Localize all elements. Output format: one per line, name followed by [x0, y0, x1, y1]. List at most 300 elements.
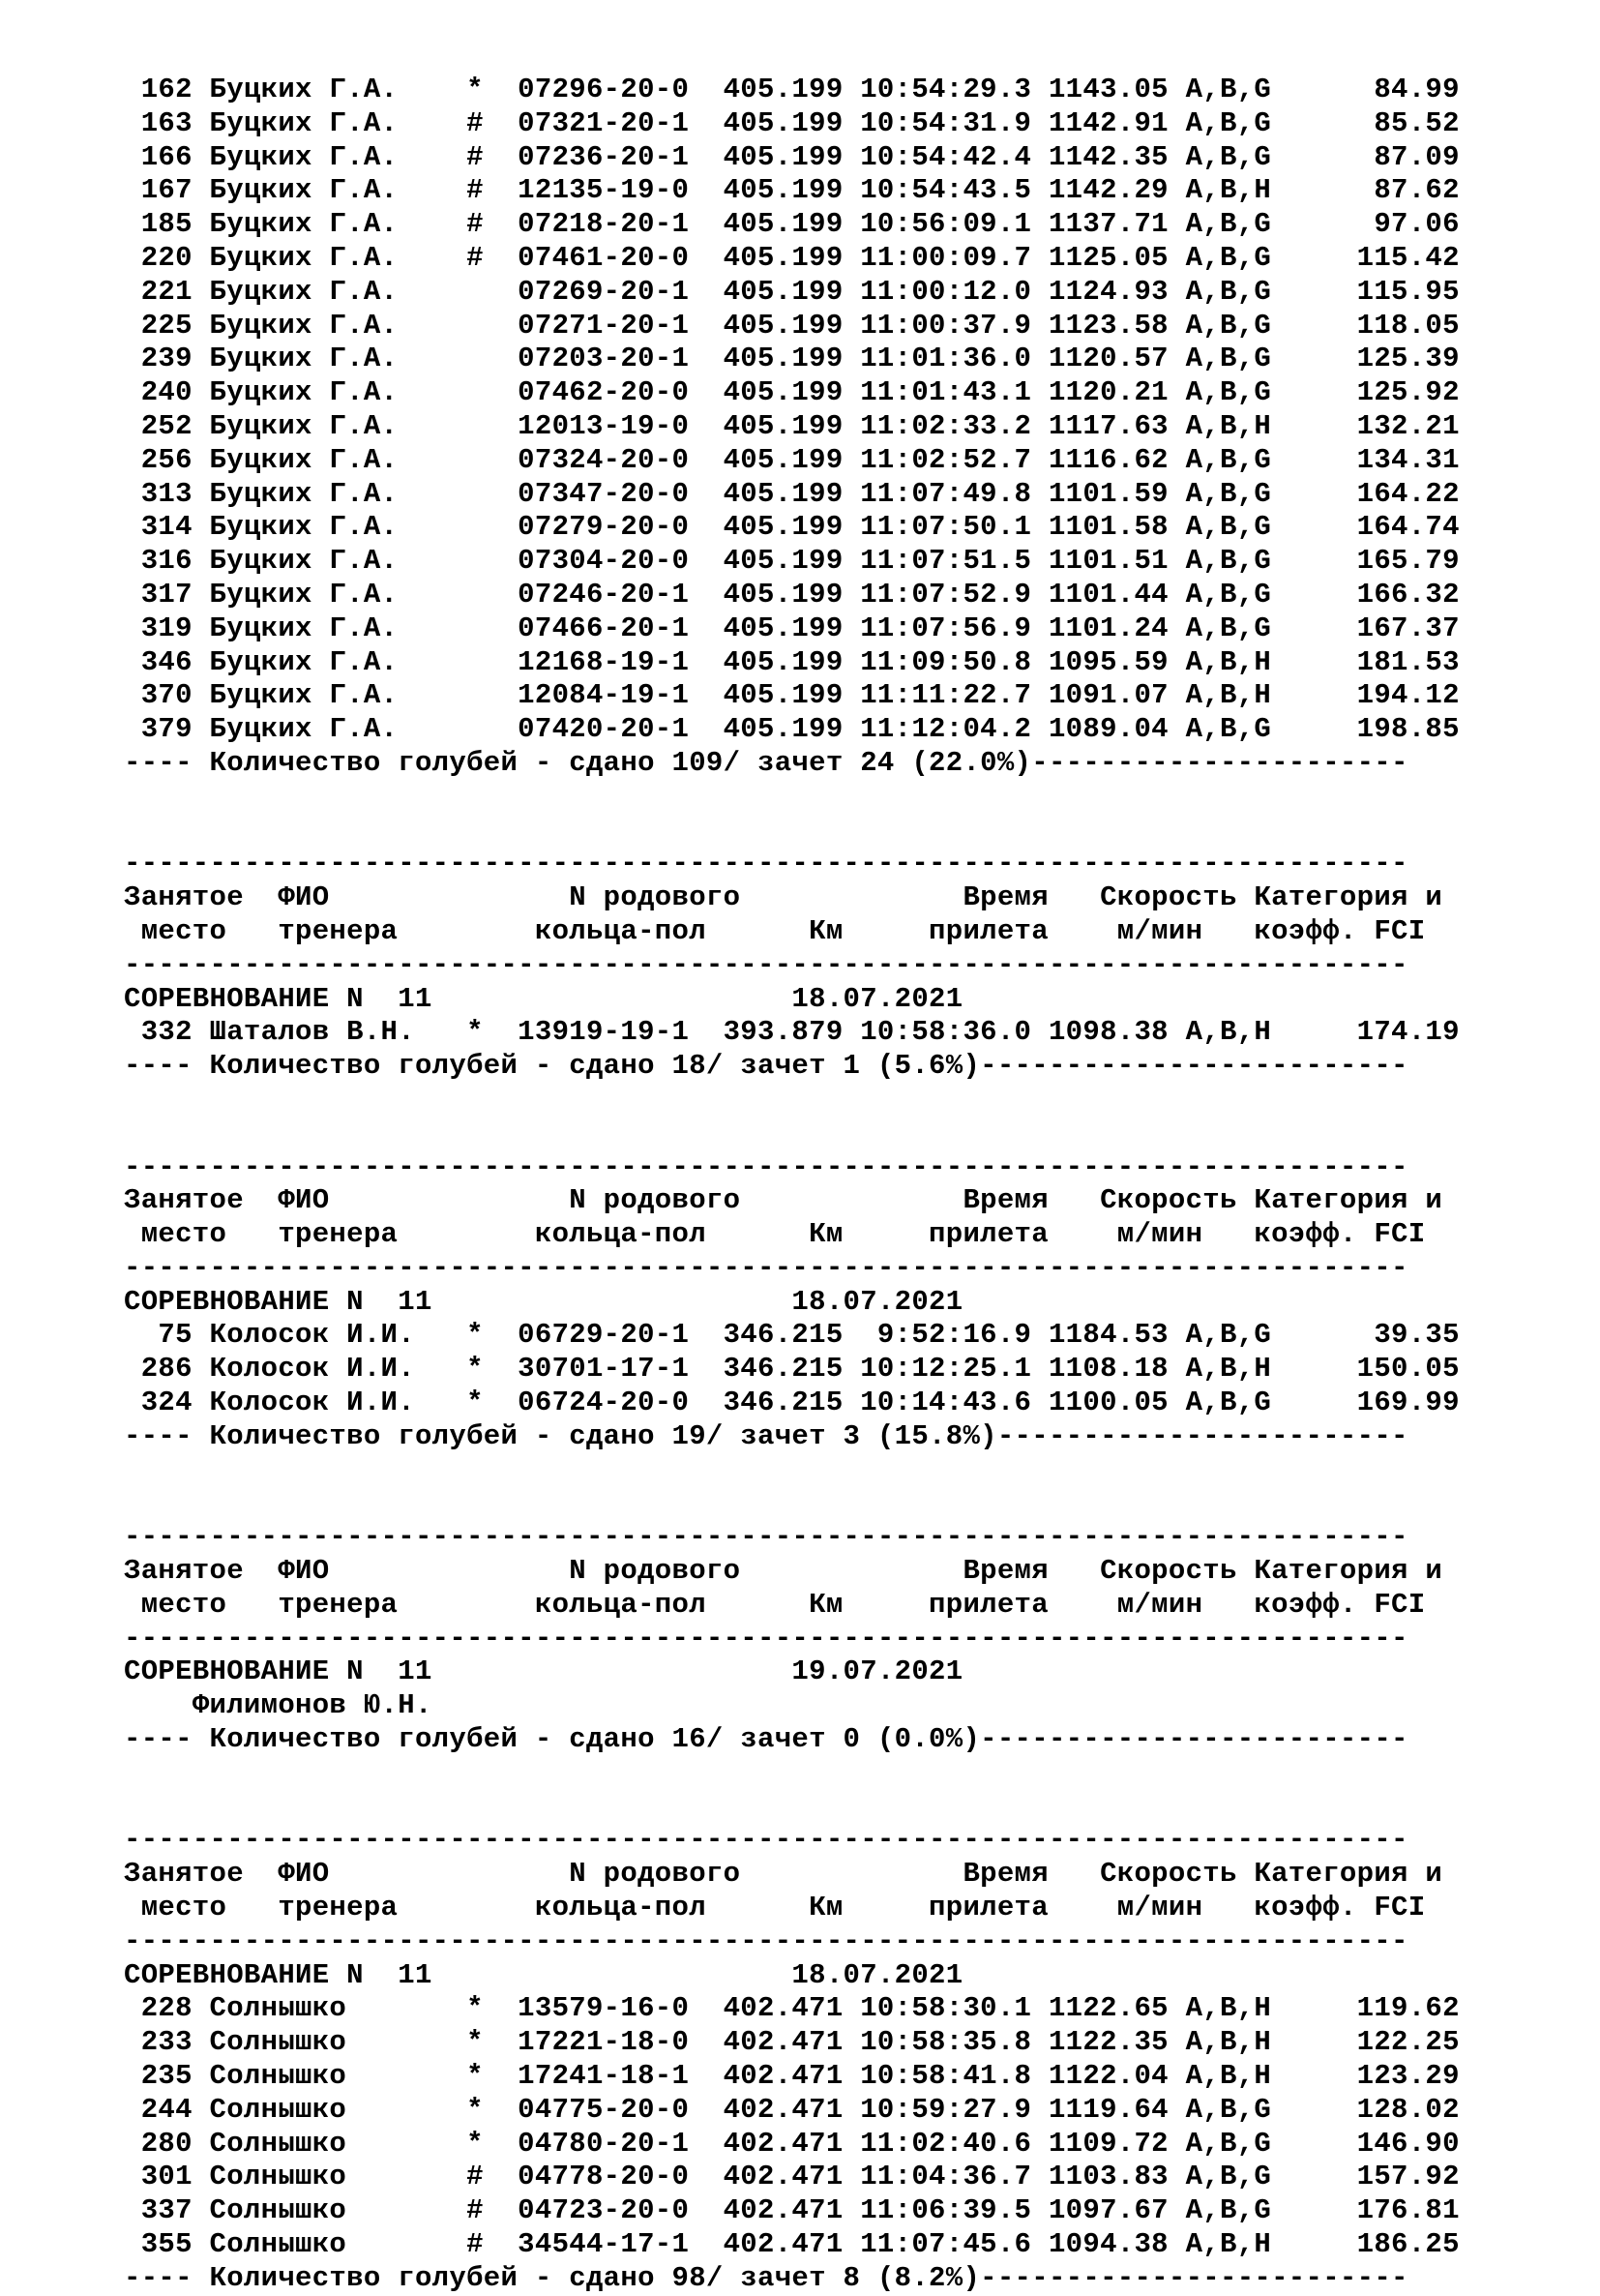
header-place: Занятое	[124, 881, 244, 914]
flag-mark: *	[466, 2026, 519, 2059]
distance-km: 405.199	[723, 106, 844, 139]
distance-km: 405.199	[723, 140, 844, 173]
result-row	[124, 2026, 1585, 2060]
speed: 1101.59	[1048, 477, 1169, 510]
summary-line: ---- Количество голубей - сдано 98/ зачет 8 (8.2%)-------------------------	[124, 2261, 1408, 2294]
speed: 1095.59	[1048, 645, 1169, 678]
place: 244	[124, 2093, 193, 2126]
ring-number: 12084-19-1	[518, 679, 724, 712]
summary-line: ---- Количество голубей - сдано 19/ зачет 3 (15.8%)------------------------	[124, 1419, 1408, 1452]
competition-date: 18.07.2021	[791, 982, 963, 1015]
ring-number: 13579-16-0	[518, 1992, 724, 2025]
summary-text: ---- Количество голубей - сдано 18/ зачет 1 (5.6%)	[124, 1050, 981, 1083]
header-speed: Скорость	[1100, 1184, 1237, 1217]
summary-text: ---- Количество голубей - сдано 98/ зачет 8 (8.2%)	[124, 2261, 981, 2294]
competition-title: СОРЕВНОВАНИЕ N 11	[124, 982, 432, 1015]
header-place: Занятое	[124, 1858, 244, 1891]
column-header-1	[124, 1858, 1585, 1892]
fci-coefficient: 174.19	[1271, 1016, 1460, 1049]
fci-coefficient: 125.92	[1271, 376, 1460, 409]
fci-coefficient: 115.42	[1271, 241, 1460, 274]
flag-mark: #	[466, 2194, 519, 2227]
fci-coefficient: 181.53	[1271, 645, 1460, 678]
result-row	[124, 478, 1585, 512]
arrival-time: 11:09:50.8	[860, 645, 1032, 678]
arrival-time: 11:07:49.8	[860, 477, 1032, 510]
ring-number: 07296-20-0	[518, 74, 724, 105]
header-category-2: коэфф. FCI	[1254, 1588, 1426, 1621]
header-ring-2: кольца-пол	[534, 914, 706, 947]
speed: 1101.58	[1048, 511, 1169, 544]
column-header-1	[124, 1184, 1585, 1218]
distance-km: 405.199	[723, 578, 844, 611]
result-row	[124, 1387, 1585, 1420]
dash-rule: ---------------------------------------------------------------------------	[124, 1924, 1408, 1957]
fci-coefficient: 115.95	[1271, 275, 1460, 308]
result-row	[124, 444, 1585, 478]
speed: 1122.65	[1048, 1992, 1169, 2025]
flag-mark	[466, 478, 518, 510]
distance-km: 405.199	[723, 208, 844, 241]
arrival-time: 11:00:37.9	[860, 309, 1032, 342]
result-row	[124, 2060, 1585, 2094]
result-row	[124, 679, 1585, 713]
distance-km: 402.471	[723, 1992, 844, 2025]
distance-km: 402.471	[723, 2026, 844, 2059]
category: A,B,G	[1185, 241, 1272, 274]
category: A,B,G	[1185, 2194, 1272, 2227]
distance-km: 405.199	[723, 713, 844, 746]
dash-rule: ---------------------------------------------------------------------------	[124, 1150, 1408, 1183]
fci-coefficient: 128.02	[1271, 2093, 1460, 2126]
header-category: Категория и	[1254, 881, 1443, 914]
category: A,B,H	[1185, 1353, 1272, 1386]
category: A,B,G	[1185, 106, 1272, 139]
result-row	[124, 2094, 1585, 2128]
flag-mark	[466, 343, 518, 374]
flag-mark	[466, 511, 518, 543]
ring-number: 07420-20-1	[518, 713, 724, 746]
category: A,B,G	[1185, 140, 1272, 173]
distance-km: 346.215	[723, 1387, 844, 1419]
place: 337	[124, 2194, 193, 2227]
header-time: Время	[963, 1555, 1049, 1588]
fci-coefficient: 132.21	[1271, 409, 1460, 442]
summary-text: ---- Количество голубей - сдано 16/ зачет 0 (0.0%)	[124, 1723, 981, 1756]
arrival-time: 11:01:43.1	[860, 376, 1032, 409]
header-name-2: тренера	[278, 1218, 399, 1251]
distance-km: 346.215	[723, 1319, 844, 1352]
arrival-time: 11:00:09.7	[860, 241, 1032, 274]
fci-coefficient: 194.12	[1271, 679, 1460, 712]
header-name: ФИО	[278, 1858, 330, 1891]
ring-number: 07466-20-1	[518, 611, 724, 644]
flag-mark	[466, 276, 518, 308]
header-category-2: коэфф. FCI	[1254, 1218, 1426, 1251]
ring-number: 07304-20-0	[518, 545, 724, 578]
result-row	[124, 141, 1585, 175]
trainer-name: Солнышко	[209, 2026, 467, 2059]
category: A,B,H	[1185, 679, 1272, 712]
place: 162	[124, 74, 193, 105]
flag-mark: #	[466, 140, 519, 173]
place: 370	[124, 679, 193, 712]
header-speed: Скорость	[1100, 881, 1237, 914]
header-speed-2: м/мин	[1116, 1588, 1203, 1621]
category: A,B,G	[1185, 376, 1272, 409]
arrival-time: 11:12:04.2	[860, 713, 1032, 746]
trainer-name: Буцких Г.А.	[209, 477, 467, 510]
fci-coefficient: 125.39	[1271, 343, 1460, 375]
result-row	[124, 1319, 1585, 1353]
trainer-name: Буцких Г.А.	[209, 545, 467, 578]
trainer-name: Буцких Г.А.	[209, 208, 467, 241]
trainer-name: Буцких Г.А.	[209, 275, 467, 308]
distance-km: 405.199	[723, 511, 844, 544]
trainer-name: Буцких Г.А.	[209, 645, 467, 678]
arrival-time: 11:01:36.0	[860, 343, 1032, 375]
fci-coefficient: 164.22	[1271, 477, 1460, 510]
trainer-name: Солнышко	[209, 2093, 467, 2126]
distance-km: 405.199	[723, 679, 844, 712]
header-ring-2: кольца-пол	[534, 1588, 706, 1621]
fci-coefficient: 84.99	[1271, 74, 1460, 105]
header-category-2: коэфф. FCI	[1254, 914, 1426, 947]
header-category: Категория и	[1254, 1858, 1443, 1891]
flag-mark: *	[466, 2093, 519, 2126]
ring-number: 30701-17-1	[518, 1353, 724, 1386]
header-time: Время	[963, 881, 1049, 914]
flag-mark: *	[466, 2060, 519, 2093]
category: A,B,G	[1185, 1387, 1272, 1419]
distance-km: 405.199	[723, 376, 844, 409]
fci-coefficient: 150.05	[1271, 1353, 1460, 1386]
header-name: ФИО	[278, 1184, 330, 1217]
distance-km: 405.199	[723, 241, 844, 274]
trainer-name: Колосок И.И.	[209, 1387, 467, 1419]
fci-coefficient: 118.05	[1271, 309, 1460, 342]
header-time-2: прилета	[929, 914, 1049, 947]
fci-coefficient: 87.62	[1271, 174, 1460, 207]
header-name: ФИО	[278, 881, 330, 914]
category: A,B,G	[1185, 275, 1272, 308]
arrival-time: 10:56:09.1	[860, 208, 1032, 241]
arrival-time: 11:07:56.9	[860, 611, 1032, 644]
speed: 1089.04	[1048, 713, 1169, 746]
trainer-line	[124, 1689, 1585, 1723]
result-row	[124, 276, 1585, 310]
trainer-name: Буцких Г.А.	[209, 174, 467, 207]
category: A,B,H	[1185, 645, 1272, 678]
ring-number: 12013-19-0	[518, 409, 724, 442]
place: 355	[124, 2228, 193, 2260]
competition-line	[124, 1286, 1585, 1320]
header-speed-2: м/мин	[1116, 914, 1203, 947]
fci-coefficient: 146.90	[1271, 2127, 1460, 2160]
ring-number: 34544-17-1	[518, 2228, 724, 2260]
competition-line	[124, 1655, 1585, 1689]
place: 301	[124, 2161, 193, 2193]
distance-km: 405.199	[723, 645, 844, 678]
flag-mark: *	[466, 1387, 519, 1419]
place: 185	[124, 208, 193, 241]
results-printout	[124, 74, 1585, 2296]
arrival-time: 11:02:33.2	[860, 409, 1032, 442]
fci-coefficient: 123.29	[1271, 2060, 1460, 2093]
flag-mark	[466, 612, 518, 644]
competition-title: СОРЕВНОВАНИЕ N 11	[124, 1958, 432, 1991]
category: A,B,H	[1185, 1992, 1272, 2025]
result-row	[124, 376, 1585, 410]
speed: 1103.83	[1048, 2161, 1169, 2193]
category: A,B,G	[1185, 343, 1272, 375]
arrival-time: 10:58:41.8	[860, 2060, 1032, 2093]
blank-line	[124, 1454, 1585, 1488]
header-place: Занятое	[124, 1184, 244, 1217]
column-header-2	[124, 1218, 1585, 1252]
fci-coefficient: 119.62	[1271, 1992, 1460, 2025]
result-row	[124, 343, 1585, 376]
flag-mark	[466, 376, 518, 408]
ring-number: 07203-20-1	[518, 343, 724, 375]
flag-mark: *	[466, 1016, 519, 1049]
speed: 1091.07	[1048, 679, 1169, 712]
flag-mark: *	[466, 1319, 519, 1352]
trainer-name: Шаталов В.Н.	[209, 1016, 467, 1049]
arrival-time: 10:54:31.9	[860, 106, 1032, 139]
competition-date: 19.07.2021	[791, 1655, 963, 1688]
place: 167	[124, 174, 193, 207]
competition-line	[124, 983, 1585, 1017]
distance-km: 402.471	[723, 2060, 844, 2093]
header-place-2: место	[140, 1218, 227, 1251]
dash-rule: ---------------------------------------------------------------------------	[124, 1251, 1408, 1284]
speed: 1142.35	[1048, 140, 1169, 173]
speed: 1101.24	[1048, 611, 1169, 644]
blank-line	[124, 1487, 1585, 1521]
arrival-time: 10:58:30.1	[860, 1992, 1032, 2025]
header-category-2: коэфф. FCI	[1254, 1892, 1426, 1924]
distance-km: 402.471	[723, 2194, 844, 2227]
trainer-name: Солнышко	[209, 2161, 467, 2193]
speed: 1137.71	[1048, 208, 1169, 241]
speed: 1100.05	[1048, 1387, 1169, 1419]
flag-mark: *	[466, 74, 519, 105]
header-ring: N родового	[569, 881, 741, 914]
header-km: Км	[809, 1892, 844, 1924]
speed: 1122.04	[1048, 2060, 1169, 2093]
dash-rule: ---------------------------------------------------------------------------	[124, 848, 1408, 880]
arrival-time: 10:54:43.5	[860, 174, 1032, 207]
category: A,B,G	[1185, 477, 1272, 510]
header-speed-2: м/мин	[1116, 1218, 1203, 1251]
speed: 1142.91	[1048, 106, 1169, 139]
dash-rule: ---------------------------------------------------------------------------	[124, 1622, 1408, 1655]
result-row	[124, 208, 1585, 242]
arrival-time: 9:52:16.9	[860, 1319, 1032, 1352]
fci-coefficient: 134.31	[1271, 443, 1460, 476]
place: 233	[124, 2026, 193, 2059]
place: 319	[124, 611, 193, 644]
category: A,B,H	[1185, 2228, 1272, 2260]
category: A,B,H	[1185, 174, 1272, 207]
ring-number: 17241-18-1	[518, 2060, 724, 2093]
dash-rule: ---------------------------------------------------------------------------	[124, 948, 1408, 981]
place: 346	[124, 645, 193, 678]
distance-km: 405.199	[723, 477, 844, 510]
arrival-time: 10:58:36.0	[860, 1016, 1032, 1049]
arrival-time: 10:12:25.1	[860, 1353, 1032, 1386]
distance-km: 405.199	[723, 174, 844, 207]
speed: 1109.72	[1048, 2127, 1169, 2160]
trainer-name: Солнышко	[209, 1992, 467, 2025]
distance-km: 405.199	[723, 611, 844, 644]
place: 317	[124, 578, 193, 611]
ring-number: 07271-20-1	[518, 309, 724, 342]
speed: 1094.38	[1048, 2228, 1169, 2260]
summary-text: ---- Количество голубей - сдано 19/ зачет 3 (15.8%)	[124, 1419, 997, 1452]
category: A,B,H	[1185, 1016, 1272, 1049]
result-row	[124, 545, 1585, 579]
place: 239	[124, 343, 193, 375]
ring-number: 07462-20-0	[518, 376, 724, 409]
header-place-2: место	[140, 914, 227, 947]
result-row	[124, 310, 1585, 343]
flag-mark: #	[466, 2228, 519, 2260]
ring-number: 04778-20-0	[518, 2161, 724, 2193]
arrival-time: 11:07:52.9	[860, 578, 1032, 611]
arrival-time: 11:00:12.0	[860, 275, 1032, 308]
category: A,B,G	[1185, 2161, 1272, 2193]
category: A,B,G	[1185, 545, 1272, 578]
blank-line	[124, 1757, 1585, 1791]
trainer-name: Буцких Г.А.	[209, 713, 467, 746]
result-row	[124, 2228, 1585, 2262]
result-row	[124, 1992, 1585, 2026]
result-row	[124, 107, 1585, 141]
distance-km: 402.471	[723, 2161, 844, 2193]
place: 163	[124, 106, 193, 139]
category: A,B,G	[1185, 208, 1272, 241]
flag-mark: #	[466, 241, 519, 274]
trainer-name: Солнышко	[209, 2194, 467, 2227]
competition-date: 18.07.2021	[791, 1285, 963, 1318]
speed: 1143.05	[1048, 74, 1169, 105]
blank-line	[124, 1084, 1585, 1118]
trainer-name: Буцких Г.А.	[209, 611, 467, 644]
ring-number: 12135-19-0	[518, 174, 724, 207]
trainer-name: Буцких Г.А.	[209, 140, 467, 173]
header-time: Время	[963, 1858, 1049, 1891]
header-place-2: место	[140, 1892, 227, 1924]
fci-coefficient: 97.06	[1271, 208, 1460, 241]
ring-number: 04780-20-1	[518, 2127, 724, 2160]
competition-title: СОРЕВНОВАНИЕ N 11	[124, 1285, 432, 1318]
header-category: Категория и	[1254, 1555, 1443, 1588]
flag-mark: *	[466, 2127, 519, 2160]
ring-number: 07324-20-0	[518, 443, 724, 476]
fci-coefficient: 122.25	[1271, 2026, 1460, 2059]
distance-km: 405.199	[723, 409, 844, 442]
flag-mark	[466, 545, 518, 577]
ring-number: 04775-20-0	[518, 2093, 724, 2126]
category: A,B,G	[1185, 1319, 1272, 1352]
result-row	[124, 410, 1585, 444]
result-row	[124, 2194, 1585, 2228]
flag-mark: #	[466, 2161, 519, 2193]
speed: 1116.62	[1048, 443, 1169, 476]
trainer-name: Буцких Г.А.	[209, 74, 467, 105]
ring-number: 07246-20-1	[518, 578, 724, 611]
speed: 1117.63	[1048, 409, 1169, 442]
category: A,B,G	[1185, 2093, 1272, 2126]
competition-line	[124, 1959, 1585, 1993]
speed: 1124.93	[1048, 275, 1169, 308]
place: 280	[124, 2127, 193, 2160]
result-row	[124, 579, 1585, 612]
header-ring-2: кольца-пол	[534, 1892, 706, 1924]
category: A,B,H	[1185, 2060, 1272, 2093]
header-time-2: прилета	[929, 1588, 1049, 1621]
distance-km: 402.471	[723, 2127, 844, 2160]
result-row	[124, 74, 1585, 107]
fci-coefficient: 39.35	[1271, 1319, 1460, 1352]
speed: 1120.57	[1048, 343, 1169, 375]
flag-mark	[466, 310, 518, 342]
category: A,B,G	[1185, 578, 1272, 611]
header-name: ФИО	[278, 1555, 330, 1588]
column-header-2	[124, 1589, 1585, 1623]
category: A,B,H	[1185, 409, 1272, 442]
ring-number: 07461-20-0	[518, 241, 724, 274]
arrival-time: 11:07:45.6	[860, 2228, 1032, 2260]
ring-number: 04723-20-0	[518, 2194, 724, 2227]
result-row	[124, 174, 1585, 208]
ring-number: 07347-20-0	[518, 477, 724, 510]
trainer-name: Буцких Г.А.	[209, 376, 467, 409]
distance-km: 405.199	[723, 343, 844, 375]
fci-coefficient: 186.25	[1271, 2228, 1460, 2260]
ring-number: 07321-20-1	[518, 106, 724, 139]
trainer-name: Буцких Г.А.	[209, 578, 467, 611]
speed: 1097.67	[1048, 2194, 1169, 2227]
ring-number: 06729-20-1	[518, 1319, 724, 1352]
column-header-2	[124, 1892, 1585, 1925]
place: 166	[124, 140, 193, 173]
competition-title: СОРЕВНОВАНИЕ N 11	[124, 1655, 432, 1688]
place: 235	[124, 2060, 193, 2093]
category: A,B,G	[1185, 74, 1272, 105]
speed: 1122.35	[1048, 2026, 1169, 2059]
category: A,B,G	[1185, 511, 1272, 544]
distance-km: 402.471	[723, 2228, 844, 2260]
distance-km: 405.199	[723, 309, 844, 342]
dash-rule: ---------------------------------------------------------------------------	[124, 1521, 1408, 1554]
header-speed-2: м/мин	[1116, 1892, 1203, 1924]
place: 332	[124, 1016, 193, 1049]
header-km: Км	[809, 1218, 844, 1251]
arrival-time: 10:14:43.6	[860, 1387, 1032, 1419]
speed: 1125.05	[1048, 241, 1169, 274]
distance-km: 405.199	[723, 443, 844, 476]
place: 324	[124, 1387, 193, 1419]
header-time-2: прилета	[929, 1892, 1049, 1924]
result-row	[124, 2161, 1585, 2194]
distance-km: 405.199	[723, 545, 844, 578]
place: 316	[124, 545, 193, 578]
dash-rule: ---------------------------------------------------------------------------	[124, 1824, 1408, 1857]
header-name-2: тренера	[278, 914, 399, 947]
